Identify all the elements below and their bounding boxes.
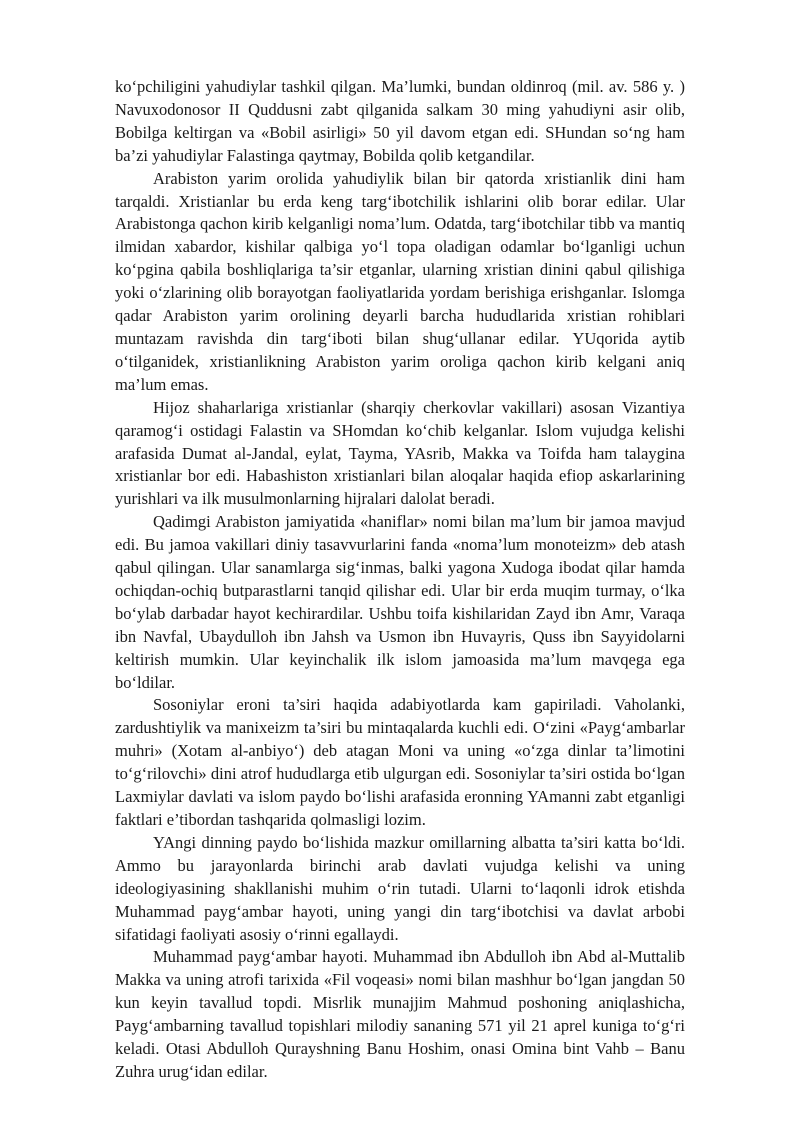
- paragraph-sasanian-influence: Sosoniylar eroni ta’siri haqida adabiyotlarda kam gapiriladi. Vaholanki, zardushtiylik va manixeizm ta’siri bu mintaqalarda kuchli edi. O‘zini «Payg‘ambarlar muhri» (Xotam al-anbiyo‘) deb atagan Moni va uning «o‘zga dinlar ta’limotini to‘g‘rilovchi» dini atrof hududlarga etib ulgurgan edi. Sosoniylar ta’siri ostida bo‘lgan Laxmiylar davlati va islom paydo bo‘lishi arafasida eronning YAmanni zabt etganligi faktlari e’tibordan tashqarida qolmasligi lozim.: [115, 695, 685, 829]
- paragraph-hanifs: Qadimgi Arabiston jamiyatida «haniflar» nomi bilan ma’lum bir jamoa mavjud edi. Bu jamoa vakillari diniy tasavvurlarini fanda «noma’lum monoteizm» deb atash qabul qilingan. Ular sanamlarga sig‘inmas, balki yagona Xudoga ibodat qilar hamda ochiqdan-ochiq butparastlarni tanqid qilishar edi. Ular bir erda muqim turmay, o‘lka bo‘ylab darbadar hayot kechirardilar. Ushbu toifa kishilaridan Zayd ibn Amr, Varaqa ibn Navfal, Ubaydulloh ibn Jahsh va Usmon ibn Huvayris, Quss ibn Sayyidolarni keltirish mumkin. Ular keyinchalik ilk islom jamoasida ma’lum mavqega ega bo‘ldilar.: [115, 512, 685, 692]
- paragraph-new-religion: YAngi dinning paydo bo‘lishida mazkur omillarning albatta ta’siri katta bo‘ldi. Ammo bu jarayonlarda birinchi arab davlati vujudga kelishi va uning ideologiyasining shakllanishi muhim o‘rin tutadi. Ularni to‘laqonli idrok etishda Muhammad payg‘ambar hayoti, uning yangi din targ‘ibotchisi va davlat arbobi sifatidagi faoliyati asosiy o‘rinni egallaydi.: [115, 832, 685, 944]
- paragraph-hijaz-christians: Hijoz shaharlariga xristianlar (sharqiy cherkovlar vakillari) asosan Vizantiya qaramog‘i ostidagi Falastin va SHomdan ko‘chib kelganlar. Islom vujudga kelishi arafasida Dumat al-Jandal, eylat, Tayma, YAsrib, Makka va Toifda ham talaygina xristianlar bor edi. Habashiston xristianlari bilan aloqalar haqida efiop askarlarining yurishlari va ilk musulmonlarning hijralari dalolat beradi.: [115, 397, 685, 509]
- paragraph-continuation: ko‘pchiligini yahudiylar tashkil qilgan. Ma’lumki, bundan oldinroq (mil. av. 586 y. ) Navuxodonosor II Quddusni zabt qilganida salkam 30 ming yahudiyni asir olib, Bobilga keltirgan va «Bobil asirligi» 50 yil davom etgan edi. SHundan so‘ng ham ba’zi yahudiylar Falastinga qaytmay, Bobilda qolib ketgandilar.: [115, 77, 685, 165]
- paragraph-prophet-life: Muhammad payg‘ambar hayoti. Muhammad ibn Abdulloh ibn Abd al-Muttalib Makka va uning atrofi tarixida «Fil voqeasi» nomi bilan mashhur bo‘lgan jangdan 50 kun keyin tavallud topdi. Misrlik munajjim Mahmud poshoning aniqlashicha, Payg‘ambarning tavallud topishlari milodiy sananing 571 yil 21 aprel kuniga to‘g‘ri keladi. Otasi Abdulloh Qurayshning Banu Hoshim, onasi Omina bint Vahb – Banu Zuhra urug‘idan edilar.: [115, 947, 685, 1081]
- paragraph-christianity-arabia: Arabiston yarim orolida yahudiylik bilan bir qatorda xristianlik dini ham tarqaldi. Xristianlar bu erda keng targ‘ibotchilik ishlarini olib borar edilar. Ular Arabistonga qachon kirib kelganligi noma’lum. Odatda, targ‘ibotchilar tibb va mantiq ilmidan xabardor, kishilar qalbiga yo‘l topa oladigan odamlar bo‘lganligi uchun ko‘pgina qabila boshliqlariga ta’sir etganlar, ularning xristian dinini qabul qilishiga yoki o‘zlarining olib borayotgan faoliyatlarida yordam berishiga erishganlar. Islomga qadar Arabiston yarim orolining deyarli barcha hududlarida xristian rohiblari muntazam ravishda din targ‘iboti bilan shug‘ullanar edilar. YUqorida aytib o‘tilganidek, xristianlikning Arabiston yarim oroliga qachon kirib kelgani aniq ma’lum emas.: [115, 168, 685, 394]
- document-page: [115, 76, 685, 1084]
